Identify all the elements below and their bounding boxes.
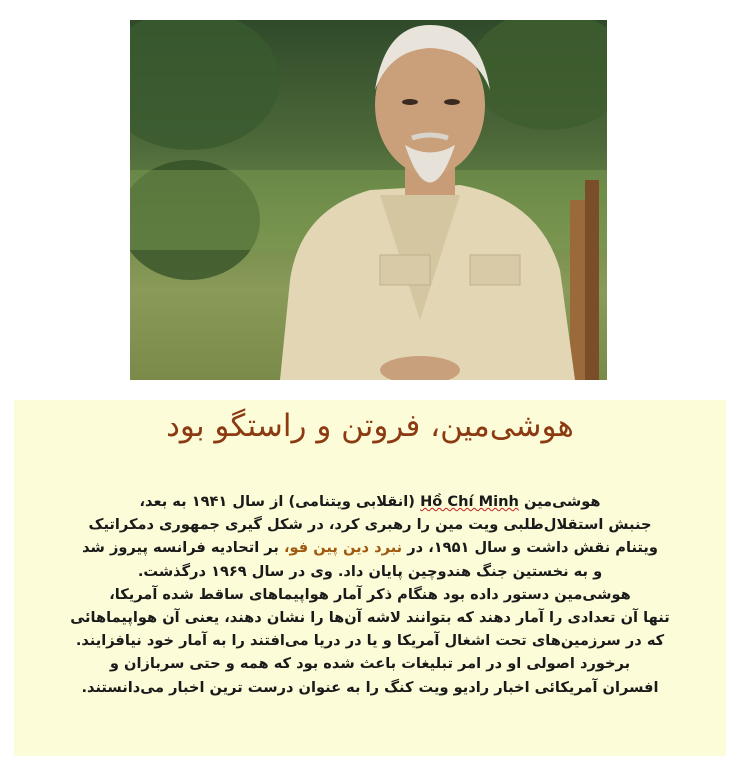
text-line: که در سرزمین‌های تحت اشغال آمریکا و یا در دریا می‌افتند را به آمار خود نیافزایند. [75,632,665,650]
text-segment: هوشی‌مین [523,493,601,510]
text-line: و به نخستین جنگ هندوچین پایان داد. وی در سال ۱۹۶۹ درگذشت. [137,562,603,580]
text-segment: ویتنام نقش داشت و سال ۱۹۵۱، در [407,539,658,557]
highlighted-text: نبرد دین پین فو، [283,539,403,557]
text-line: هوشی‌مین دستور داده بود هنگام ذکر آمار هواپیماهای ساقط شده آمریکا، [109,585,631,603]
latin-name: Hồ Chí Minh [420,493,519,510]
page-title: هوشی‌مین، فروتن و راستگو بود [166,408,574,444]
text-segment: (انقلابی ویتنامی) از سال ۱۹۴۱ به بعد، [139,493,415,510]
text-line [18,490,722,513]
portrait-photo [130,20,607,380]
text-line: افسران آمریکائی اخبار رادیو ویت کنگ را به عنوان درست ترین اخبار می‌دانستند. [81,678,659,696]
text-line: جنبش استقلال‌طلبی ویت مین را رهبری کرد، در شکل گیری جمهوری دمکراتیک [88,516,652,534]
text-segment: بر اتحادیه فرانسه پیروز شد [82,539,279,557]
text-line: تنها آن تعدادی را آمار دهند که بتوانند لاشه آن‌ها را نشان دهند، یعنی آن هواپیماهائی [70,609,670,627]
text-line [18,536,722,559]
text-line: برخورد اصولی او در امر تبلیغات باعث شده بود که همه و حتی سربازان و [109,655,631,673]
portrait-illustration [130,20,607,380]
caption-panel [14,400,726,756]
body-paragraph [18,490,722,699]
